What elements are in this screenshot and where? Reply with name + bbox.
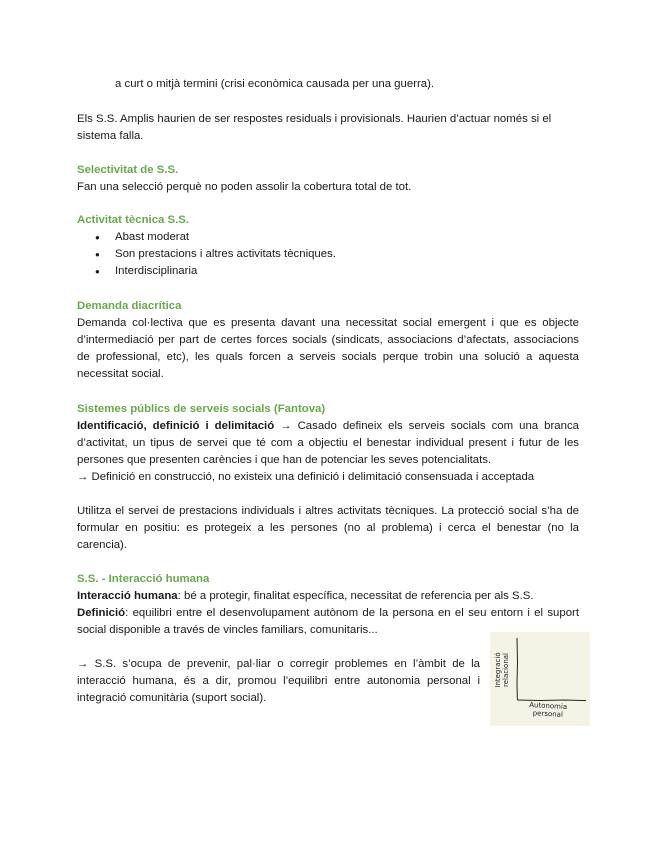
sistemes-arrow-line: → Definició en construcció, no existeix una definició i delimitació consensuada i acceptada [77, 471, 535, 483]
interaccio-line1 [77, 588, 579, 605]
activitat-list [77, 229, 336, 280]
activitat-heading: Activitat tècnica S.S. [77, 214, 190, 226]
hand-drawn-axes-image [490, 632, 590, 726]
sistemes-paragraph [77, 418, 579, 469]
list-item: ● Son prestacions i altres activitats tècniques. [77, 246, 336, 263]
definicio-term: Definició [77, 607, 126, 619]
sistemes-heading: Sistemes públics de serveis socials (Fantova) [77, 403, 326, 415]
interaccio-heading: S.S. - Interacció humana [77, 573, 210, 585]
utilitza-paragraph: Utilitza el servei de prestacions individuals i altres activitats tècniques. La protecció social s’ha de formular en positiu: es protegeix a les persones (no al problema) i cerca el benestar (no la carencia). [77, 505, 579, 551]
interaccio-arrow-paragraph: → S.S. s’ocupa de prevenir, pal·liar o corregir problemes en l’àmbit de la interacció humana, és a dir, promou l’equilibri entre autonomia personal i integració comunitària (suport social). [77, 658, 480, 704]
interaccio-term: Interacció humana [77, 590, 178, 602]
sketch-y-label: Integració relacional [494, 652, 510, 688]
list-item: ● Abast moderat [77, 229, 336, 246]
list-item: ● Interdisciplinaria [77, 263, 336, 280]
demanda-heading: Demanda diacrítica [77, 300, 182, 312]
demanda-text: Demanda col·lectiva que es presenta davant una necessitat social emergent i que es objecte d’intermediació per part de certes forces socials (sindicats, associacions d’afectats, associacions de professional, etc), les quals forcen a serveis socials perque trobin una solució a aquesta necessitat social. [77, 317, 579, 380]
sketch-x-label: Autonomia personal [529, 701, 568, 719]
sistemes-text: → Casado defineix els serveis socials com una branca d’activitat, un tipus de servei que té com a objectiu el benestar individual present i futur de les persones que presenten carències i que han de potenciar les seves potencialitats. [77, 420, 579, 466]
selectivitat-text: Fan una selecció perquè no poden assolir la cobertura total de tot. [77, 181, 412, 193]
interaccio-text: : bé a protegir, finalitat específica, necessitat de referencia per als S.S. [177, 590, 534, 602]
definicio-text: : equilibri entre el desenvolupament autònom de la persona en el seu entorn i el suport social disponible a través de vincles familiars, comunitaris... [77, 607, 579, 636]
selectivitat-heading: Selectivitat de S.S. [77, 164, 179, 176]
amplis-paragraph: Els S.S. Amplis haurien de ser respostes residuals i provisionals. Haurien d’actuar només si el sistema falla. [77, 113, 552, 142]
intro-continuation: a curt o mitjà termini (crisi econòmica causada per una guerra). [115, 78, 435, 90]
sistemes-term: Identificació, definició i delimitació [77, 420, 275, 432]
